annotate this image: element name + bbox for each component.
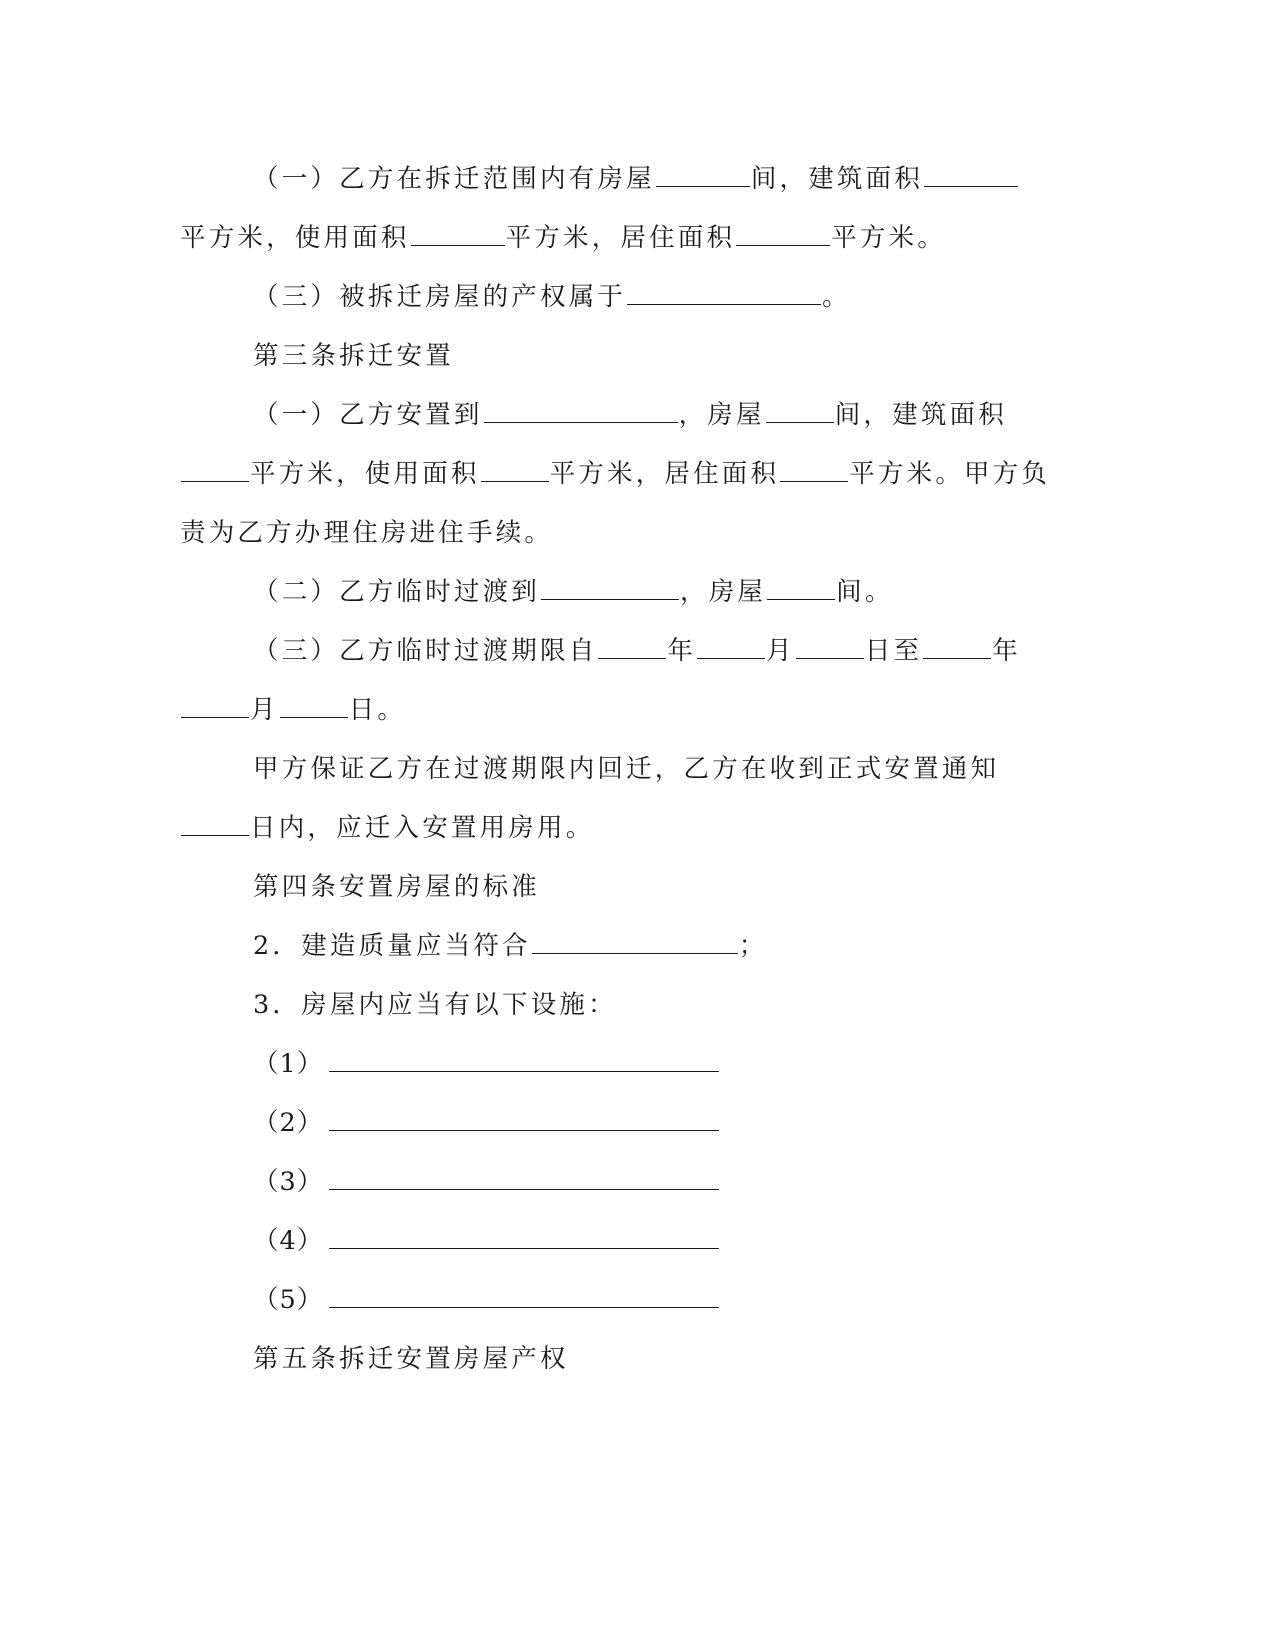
blank-field[interactable] (481, 459, 549, 482)
clause-text: （三）被拆迁房屋的产权属于 (253, 282, 627, 312)
clause-line (180, 517, 553, 549)
blank-field[interactable] (766, 400, 834, 423)
blank-field[interactable] (767, 577, 835, 600)
facility-line (253, 1225, 720, 1257)
clause-text: ； (738, 931, 768, 961)
clause-text: 平方米，居住面积 (549, 459, 780, 489)
clause-text: 平方米，使用面积 (250, 459, 480, 489)
blank-field[interactable] (697, 636, 765, 659)
blank-field[interactable] (181, 459, 249, 482)
clause-text: 。 (822, 282, 851, 312)
clause-line (253, 930, 767, 962)
clause-line (253, 753, 999, 785)
facility-line (253, 1048, 720, 1080)
clause-text: 月 (766, 636, 795, 666)
clause-text: （二）乙方临时过渡到 (253, 577, 541, 607)
heading-text: 第三条拆迁安置 (253, 341, 454, 371)
clause-line (253, 399, 1007, 431)
clause-text: （一）乙方安置到 (253, 400, 483, 430)
clause-line (253, 635, 1021, 667)
clause-text: 平方米。甲方负 (849, 459, 1051, 489)
clause-text: 责为乙方办理住房进住手续。 (180, 518, 554, 548)
clause-text: 间，建筑面积 (834, 400, 1007, 430)
facility-line (253, 1107, 720, 1139)
facility-line (253, 1166, 720, 1198)
blank-field[interactable] (484, 400, 678, 423)
clause-line (180, 458, 1050, 490)
clause-text: 日。 (348, 695, 407, 725)
facility-label: （1） (253, 1049, 324, 1079)
clause-line (253, 989, 617, 1021)
blank-field[interactable] (329, 1285, 719, 1308)
clause-text: 3．房屋内应当有以下设施： (253, 990, 617, 1020)
blank-field[interactable] (627, 282, 821, 305)
blank-field[interactable] (736, 223, 830, 246)
clause-text: ，房屋 (678, 400, 765, 430)
blank-field[interactable] (532, 931, 738, 954)
blank-field[interactable] (181, 813, 249, 836)
clause-text: 月 (250, 695, 279, 725)
blank-field[interactable] (280, 695, 348, 718)
blank-field[interactable] (598, 636, 666, 659)
blank-field[interactable] (541, 577, 679, 600)
blank-field[interactable] (329, 1108, 719, 1131)
clause-line (253, 281, 851, 313)
clause-text: 平方米，使用面积 (180, 223, 410, 253)
facility-line (253, 1284, 720, 1316)
blank-field[interactable] (329, 1167, 719, 1190)
clause-text: 平方米，居住面积 (505, 223, 736, 253)
section-heading (253, 340, 454, 372)
clause-text: 间。 (836, 577, 894, 607)
clause-text: 年 (667, 636, 697, 666)
blank-field[interactable] (923, 636, 991, 659)
clause-text: 日内，应迁入安置用房用。 (250, 813, 595, 843)
clause-text: 甲方保证乙方在过渡期限内回迁，乙方在收到正式安置通知 (253, 754, 1000, 784)
blank-field[interactable] (411, 223, 505, 246)
clause-text: 间，建筑面积 (750, 164, 924, 194)
clause-line (180, 222, 946, 254)
heading-text: 第五条拆迁安置房屋产权 (253, 1344, 569, 1374)
blank-field[interactable] (780, 459, 848, 482)
facility-label: （3） (253, 1167, 324, 1197)
blank-field[interactable] (329, 1049, 719, 1072)
clause-text: （三）乙方临时过渡期限自 (253, 636, 598, 666)
facility-label: （4） (253, 1226, 324, 1256)
clause-text: 2．建造质量应当符合 (253, 931, 531, 961)
clause-text: 年 (992, 636, 1021, 666)
clause-text: 平方米。 (831, 223, 947, 253)
blank-field[interactable] (656, 164, 750, 187)
blank-field[interactable] (924, 164, 1018, 187)
clause-line (253, 576, 894, 608)
section-heading (253, 1343, 569, 1375)
clause-text: 日至 (864, 636, 923, 666)
blank-field[interactable] (329, 1226, 719, 1249)
section-heading (253, 871, 540, 903)
clause-text: （一）乙方在拆迁范围内有房屋 (253, 164, 655, 194)
blank-field[interactable] (796, 636, 864, 659)
clause-line (253, 163, 1019, 195)
heading-text: 第四条安置房屋的标准 (253, 872, 541, 902)
clause-line (180, 694, 406, 726)
facility-label: （2） (253, 1108, 324, 1138)
blank-field[interactable] (181, 695, 249, 718)
clause-text: ，房屋 (680, 577, 767, 607)
facility-label: （5） (253, 1285, 324, 1315)
clause-line (180, 812, 594, 844)
